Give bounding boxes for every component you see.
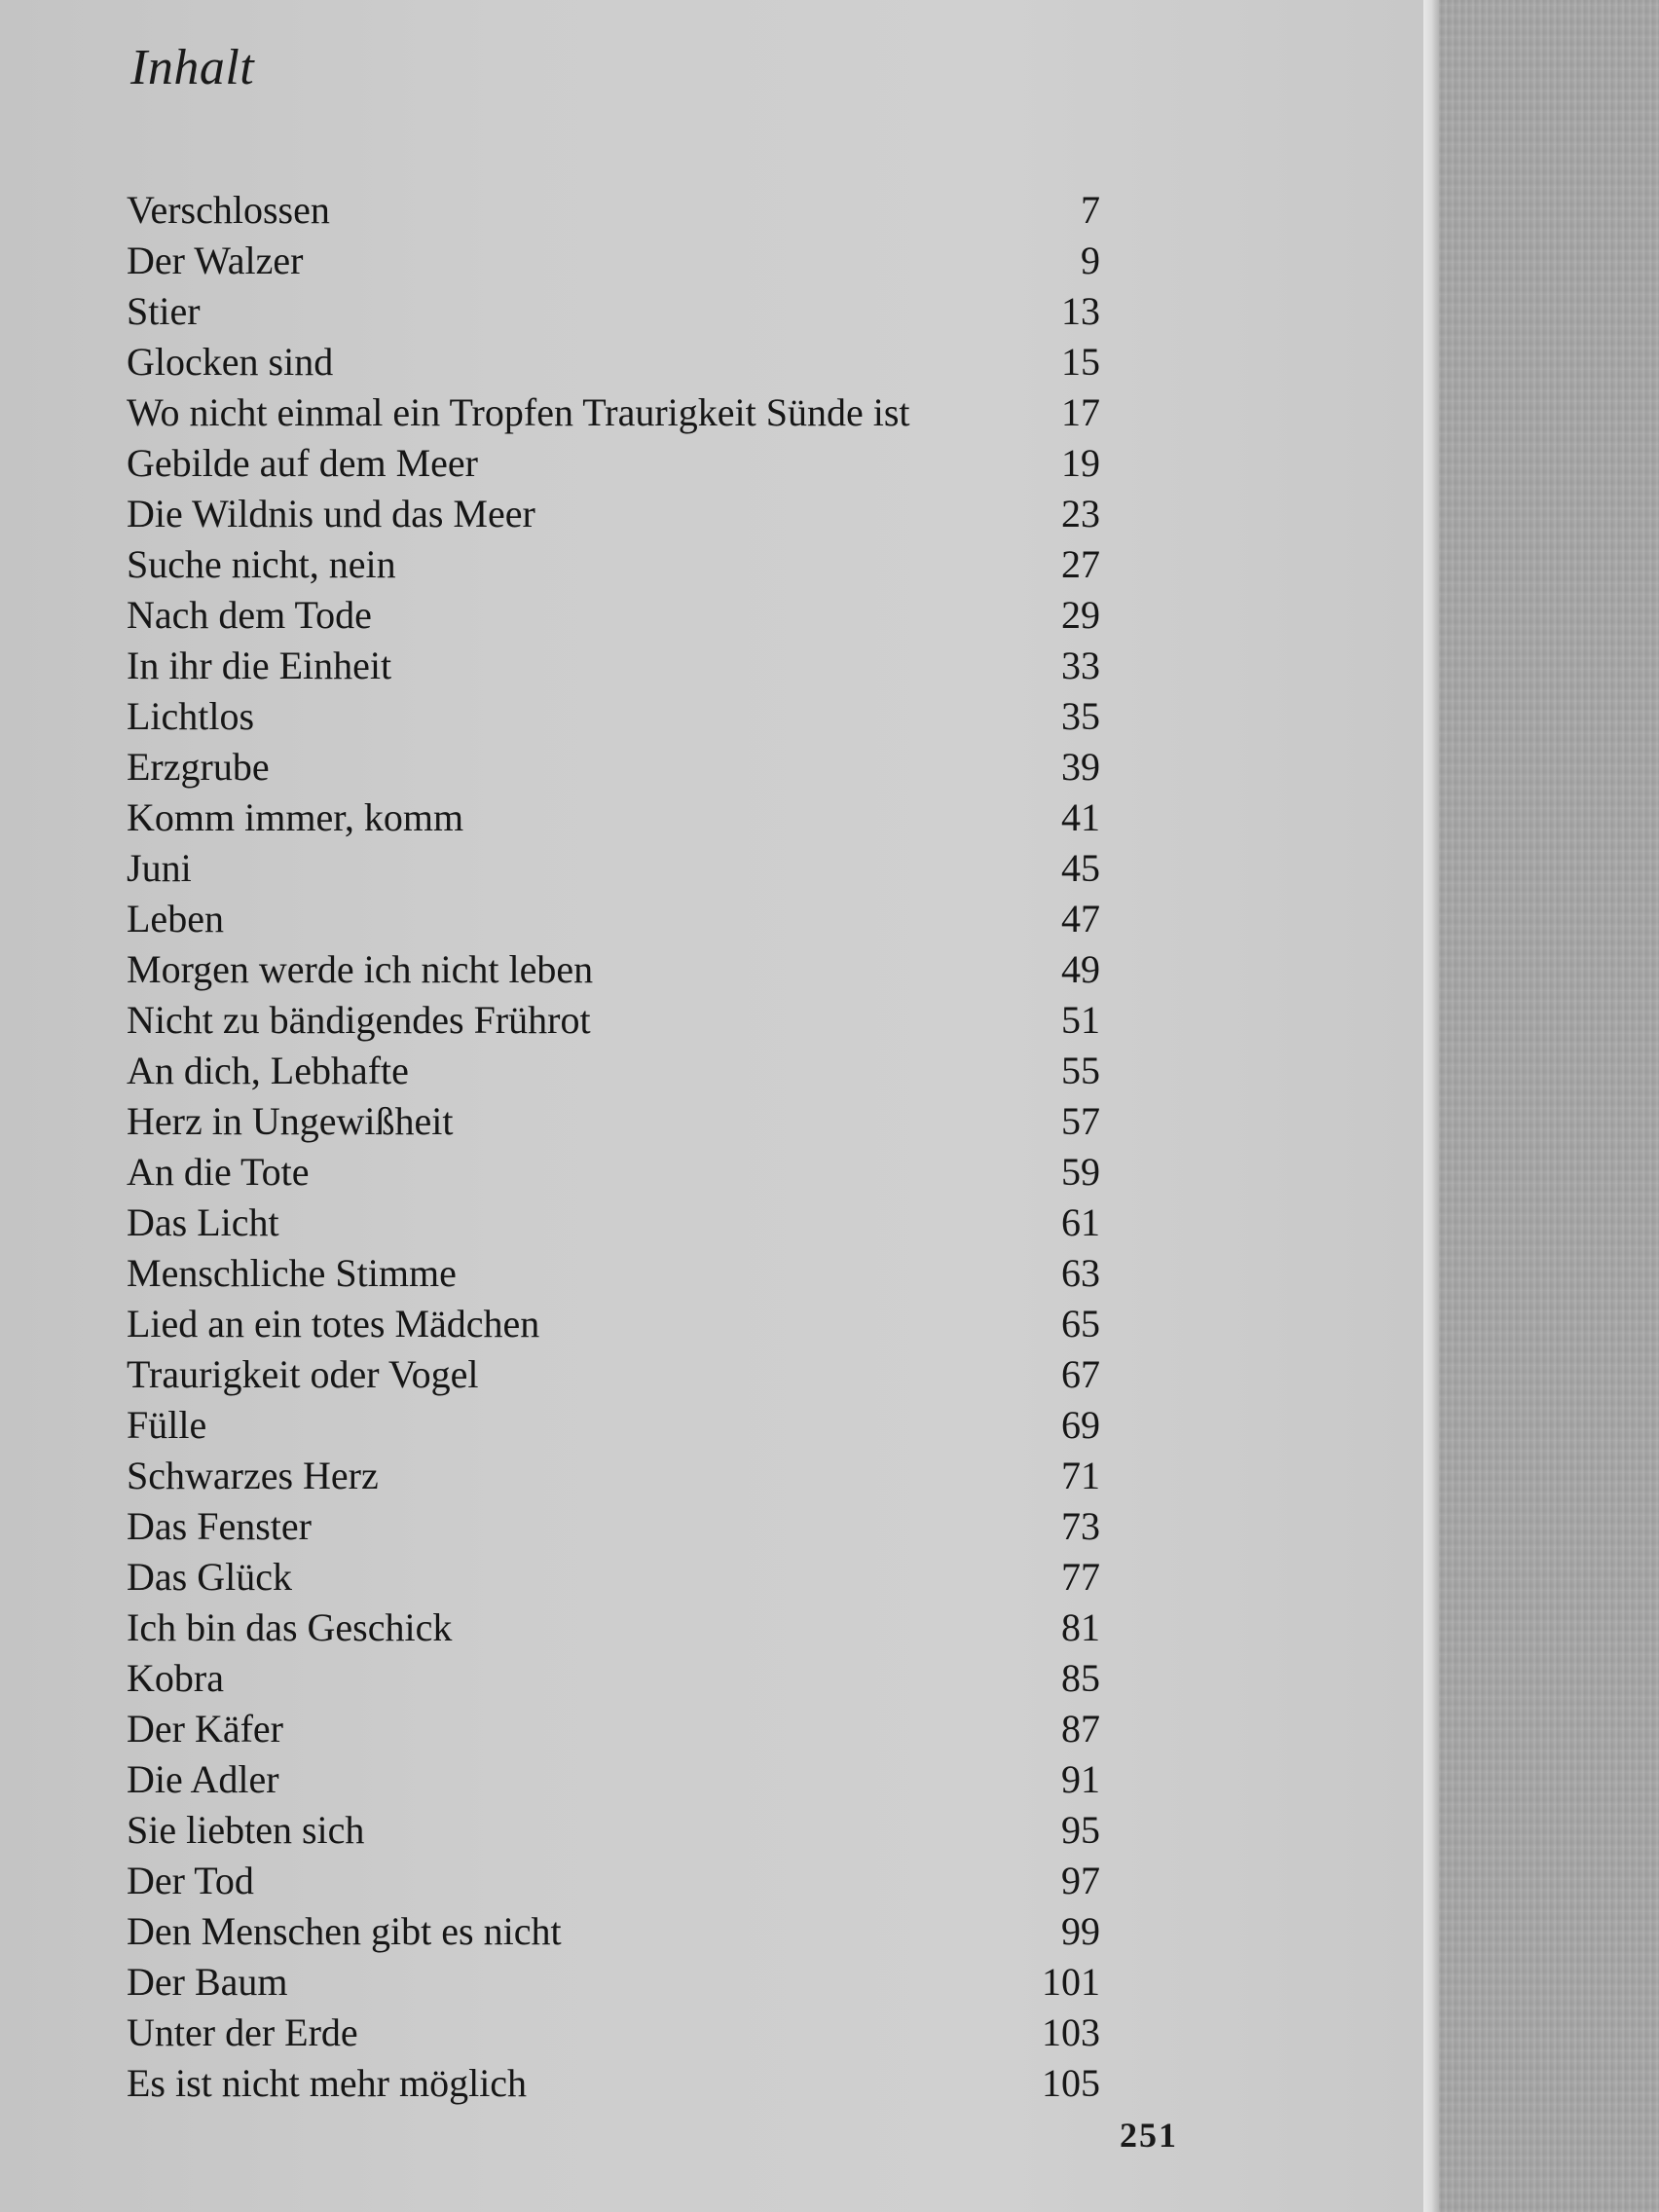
toc-entry-title: Die Adler (127, 1757, 279, 1801)
toc-entry (127, 1299, 1100, 1349)
toc-entry-title: Der Walzer (127, 239, 304, 282)
table-of-contents (127, 185, 1100, 2109)
toc-entry-page: 103 (1042, 2010, 1100, 2054)
toc-entry-page: 105 (1042, 2061, 1100, 2105)
toc-entry (127, 1046, 1100, 1096)
toc-entry-title: Schwarzes Herz (127, 1454, 379, 1497)
toc-entry-title: Das Licht (127, 1200, 279, 1244)
toc-entry-page: 95 (1061, 1808, 1100, 1852)
toc-entry-page: 13 (1061, 289, 1100, 333)
toc-entry-title: An die Tote (127, 1150, 310, 1194)
toc-entry-page: 17 (1061, 390, 1100, 434)
toc-entry (127, 489, 1100, 539)
toc-entry-title: Der Käfer (127, 1707, 283, 1751)
toc-entry-title: Fülle (127, 1403, 207, 1447)
toc-entry-title: Leben (127, 897, 224, 940)
toc-entry-page: 67 (1061, 1352, 1100, 1396)
toc-entry (127, 691, 1100, 742)
toc-entry (127, 590, 1100, 641)
toc-entry (127, 2058, 1100, 2109)
toc-entry (127, 1501, 1100, 1552)
toc-entry-title: Unter der Erde (127, 2010, 358, 2054)
toc-entry (127, 1906, 1100, 1957)
toc-entry (127, 1147, 1100, 1198)
toc-entry-page: 71 (1061, 1454, 1100, 1497)
toc-entry-page: 39 (1061, 745, 1100, 789)
toc-entry-page: 87 (1061, 1707, 1100, 1751)
toc-entry-title: Komm immer, komm (127, 795, 464, 839)
toc-entry-title: Das Glück (127, 1555, 292, 1599)
toc-entry-page: 61 (1061, 1200, 1100, 1244)
toc-entry (127, 1400, 1100, 1451)
toc-entry-title: Juni (127, 846, 192, 890)
toc-entry (127, 641, 1100, 691)
toc-entry-title: Lied an ein totes Mädchen (127, 1302, 540, 1346)
toc-entry-page: 77 (1061, 1555, 1100, 1599)
toc-entry-title: Glocken sind (127, 340, 334, 384)
toc-entry (127, 1096, 1100, 1147)
toc-entry-title: Wo nicht einmal ein Tropfen Traurigkeit Sünde ist (127, 390, 910, 434)
toc-entry (127, 742, 1100, 793)
toc-entry-page: 101 (1042, 1960, 1100, 2004)
toc-entry-page: 9 (1081, 239, 1100, 282)
toc-entry (127, 1198, 1100, 1248)
toc-entry-title: Morgen werde ich nicht leben (127, 947, 594, 991)
toc-entry-page: 85 (1061, 1656, 1100, 1700)
toc-entry-page: 63 (1061, 1251, 1100, 1295)
toc-entry-page: 49 (1061, 947, 1100, 991)
toc-entry (127, 1957, 1100, 2008)
toc-entry (127, 1552, 1100, 1603)
toc-entry-title: Ich bin das Geschick (127, 1605, 453, 1649)
toc-entry-page: 97 (1061, 1859, 1100, 1902)
toc-entry-page: 33 (1061, 644, 1100, 687)
toc-entry (127, 1856, 1100, 1906)
toc-entry-title: Gebilde auf dem Meer (127, 441, 478, 485)
toc-entry-title: Nicht zu bändigendes Frührot (127, 998, 591, 1042)
toc-entry (127, 185, 1100, 236)
toc-entry-page: 59 (1061, 1150, 1100, 1194)
toc-entry-title: Der Tod (127, 1859, 254, 1902)
toc-entry-page: 57 (1061, 1099, 1100, 1143)
toc-entry (127, 793, 1100, 843)
toc-entry (127, 539, 1100, 590)
toc-entry (127, 944, 1100, 995)
toc-entry (127, 236, 1100, 286)
toc-entry (127, 438, 1100, 489)
toc-entry (127, 1805, 1100, 1856)
page-edge (1423, 0, 1439, 2212)
toc-entry (127, 337, 1100, 387)
toc-entry (127, 894, 1100, 944)
toc-entry-page: 51 (1061, 998, 1100, 1042)
toc-entry-title: Menschliche Stimme (127, 1251, 457, 1295)
toc-entry (127, 843, 1100, 894)
toc-entry-title: Das Fenster (127, 1504, 312, 1548)
toc-entry-page: 7 (1081, 188, 1100, 232)
toc-entry-page: 81 (1061, 1605, 1100, 1649)
toc-entry-title: An dich, Lebhafte (127, 1049, 409, 1092)
toc-entry-page: 73 (1061, 1504, 1100, 1548)
toc-entry (127, 995, 1100, 1046)
toc-entry-title: Suche nicht, nein (127, 542, 396, 586)
toc-entry (127, 1248, 1100, 1299)
toc-entry-title: Es ist nicht mehr möglich (127, 2061, 528, 2105)
toc-entry-title: Den Menschen gibt es nicht (127, 1909, 562, 1953)
toc-entry (127, 387, 1100, 438)
toc-entry-page: 91 (1061, 1757, 1100, 1801)
toc-entry-title: Stier (127, 289, 201, 333)
toc-entry-page: 29 (1061, 593, 1100, 637)
toc-entry-title: Erzgrube (127, 745, 270, 789)
toc-entry (127, 1603, 1100, 1653)
toc-entry (127, 1349, 1100, 1400)
toc-entry-page: 15 (1061, 340, 1100, 384)
toc-entry-page: 45 (1061, 846, 1100, 890)
toc-entry-title: Herz in Ungewißheit (127, 1099, 454, 1143)
toc-entry-title: In ihr die Einheit (127, 644, 392, 687)
toc-entry-title: Kobra (127, 1656, 224, 1700)
toc-entry-title: Sie liebten sich (127, 1808, 365, 1852)
toc-entry-page: 27 (1061, 542, 1100, 586)
toc-entry (127, 1451, 1100, 1501)
toc-entry-page: 35 (1061, 694, 1100, 738)
toc-entry-page: 69 (1061, 1403, 1100, 1447)
toc-entry-title: Verschlossen (127, 188, 330, 232)
toc-entry-page: 65 (1061, 1302, 1100, 1346)
toc-entry-title: Traurigkeit oder Vogel (127, 1352, 479, 1396)
toc-entry (127, 286, 1100, 337)
toc-entry-title: Nach dem Tode (127, 593, 372, 637)
toc-entry-title: Der Baum (127, 1960, 288, 2004)
toc-entry-title: Lichtlos (127, 694, 255, 738)
page-number: 251 (1120, 2116, 1178, 2155)
toc-entry-page: 19 (1061, 441, 1100, 485)
toc-entry (127, 1653, 1100, 1704)
toc-entry-page: 23 (1061, 492, 1100, 535)
toc-entry-page: 41 (1061, 795, 1100, 839)
page-heading: Inhalt (130, 40, 255, 95)
toc-entry-page: 55 (1061, 1049, 1100, 1092)
toc-entry (127, 2008, 1100, 2058)
toc-entry (127, 1754, 1100, 1805)
toc-entry-page: 99 (1061, 1909, 1100, 1953)
toc-entry (127, 1704, 1100, 1754)
toc-entry-page: 47 (1061, 897, 1100, 940)
toc-entry-title: Die Wildnis und das Meer (127, 492, 535, 535)
background-surface (1431, 0, 1659, 2212)
